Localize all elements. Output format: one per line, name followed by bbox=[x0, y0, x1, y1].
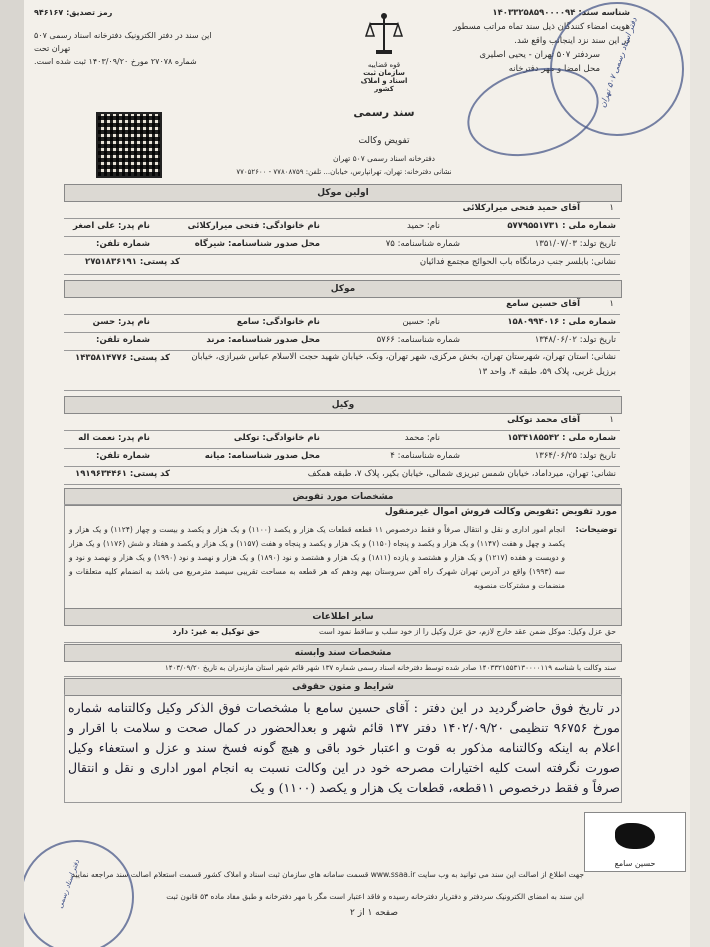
document-page bbox=[24, 0, 690, 947]
attorney-postal: کد پستی: ۱۹۱۹۶۳۴۴۶۱ bbox=[75, 469, 170, 479]
stamp-top-right-text: دفتر اسناد رسمی ۵۰۷ تهران bbox=[598, 16, 640, 109]
notary-name: سردفتر ۵۰۷ تهران - یحیی اصلیری bbox=[479, 50, 600, 60]
office-address: نشانی دفترخانه: تهران، تهرانپارس، خیابان... تلفن: ۷۷۸۰۸۷۵۹ - ۷۷۰۵۲۶۰۰ bbox=[236, 168, 452, 176]
section-other: سایر اطلاعات bbox=[64, 608, 622, 626]
attorney-name-row bbox=[64, 412, 620, 431]
section-grantor: موکل bbox=[64, 280, 622, 298]
header-left-block bbox=[34, 6, 224, 68]
attorney-father: نام پدر: نعمت اله bbox=[78, 433, 150, 443]
section-first-grantor: اولین موکل bbox=[64, 184, 622, 202]
first-grantor-issue: محل صدور شناسنامه: شیرگاه bbox=[194, 239, 320, 249]
attorney-row-2 bbox=[64, 448, 620, 467]
attorney-phone: شماره تلفن: bbox=[96, 451, 150, 461]
subject-description: انجام امور اداری و نقل و انتقال صرفاً و فقط درخصوص ۱۱ قطعه قطعات یک هزار و یکصد (۱۱۰۰) و یک هزار و یکصد و بیست و چهار (۱۱۲۴) و یک هزار و یکصد و چهل و هفت (۱۱۴۷) و یک هزار و یکصد و پنجاه (۱۱۵۰) و یک هزار و یکصد و پنجاه و هفت (۱۱۵۷) و یک هزار و یکصد و هفتاد و شش (۱۱۷۶) و یک هزار و دویست و هفده (۱۲۱۷) و یک هزار و هشتصد و یازده (۱۸۱۱) و یک هزار و هشتصد و نود (۱۸۹۰) و یک هزار و نهصد و نود (۱۹۹۰) و یک هزار و نهصد و نود و سه (۱۹۹۳) واقع در آدرس تهران شهرک راه آهن سروستان بهم ودهم که هر قطعه به مساحت تقریبی سیصد مترمربع می باشد به انضمام کلیه متعلقات و منضمات و مشترکات منصوبه bbox=[69, 525, 565, 590]
first-grantor-last-name: نام خانوادگی: فتحی میرارکلائی bbox=[187, 221, 320, 231]
attorney-issue: محل صدور شناسنامه: میانه bbox=[204, 451, 320, 461]
doc-type: سند رسمی bbox=[353, 106, 415, 119]
section-terms: شرایط و متون حقوقی bbox=[64, 678, 622, 696]
first-grantor-postal: کد پستی: ۲۷۵۱۸۳۶۱۹۱ bbox=[85, 257, 180, 267]
grantor-postal: کد پستی: ۱۴۳۵۸۱۴۷۷۶ bbox=[75, 353, 170, 363]
footer-line-1: جهت اطلاع از اصالت این سند می توانید به وب سایت www.ssaa.ir قسمت سامانه های سازمان ثبت اسناد و املاک کشور قسمت استعلام اصالت سند مراجعه نمایید bbox=[71, 870, 584, 879]
grantor-national-id: شماره ملی : ۱۵۸۰۹۹۴۰۱۶ bbox=[507, 317, 616, 327]
first-grantor-birth: تاریخ تولد: ۱۳۵۱/۰۷/۰۳ bbox=[534, 239, 616, 249]
related-doc: سند وکالت با شناسه ۱۴۰۳۳۲۱۵۵۳۱۳۰۰۰۰۱۱۹ صادر شده توسط دفترخانه اسناد رسمی شماره ۱۳۷ شهر قائم شهر استان مازندران به تاریخ ۱۴۰۳/۰۹/۲۰ bbox=[164, 663, 616, 672]
verify-code: رمز تصدیق: ۹۴۶۱۶۷ bbox=[34, 8, 113, 17]
first-grantor-row-2 bbox=[64, 236, 620, 255]
first-grantor-national-id: شماره ملی : ۵۷۷۹۵۵۱۷۳۱ bbox=[507, 221, 616, 231]
grantor-issue: محل صدور شناسنامه: مرند bbox=[206, 335, 320, 345]
attorney-row-3 bbox=[64, 466, 620, 485]
row-index: ۱ bbox=[609, 203, 614, 213]
grantor-row-1 bbox=[64, 314, 620, 333]
section-related: مشخصات سند وابسته bbox=[64, 644, 622, 662]
stamp-bottom-left-text: دفتر اسناد رسمی bbox=[55, 858, 81, 910]
identity-note: هویت امضاء کنندگان ذیل سند تماه مراتب مسطور bbox=[453, 22, 630, 32]
first-grantor-name-row bbox=[64, 200, 620, 219]
grantor-name: آقای حسین سامع bbox=[506, 299, 580, 309]
attorney-birth: تاریخ تولد: ۱۳۶۴/۰۶/۲۵ bbox=[534, 451, 616, 461]
first-grantor-first-name: نام: حمید bbox=[407, 221, 440, 231]
grantor-first-name: نام: حسین bbox=[402, 317, 440, 327]
registration-note-2: شماره ۲۷۰۷۸ مورخ ۱۴۰۳/۰۹/۲۰ ثبت شده است. bbox=[34, 57, 197, 66]
footer-line-2: این سند به امضای الکترونیک سردفتر و دفتریار دفترخانه رسیده و فاقد اعتبار است مگر با مهر دفترخانه و طبق مفاد ماده ۵۳ قانون ثبت bbox=[166, 892, 584, 901]
office-name: دفترخانه اسناد رسمی ۵۰۷ تهران bbox=[332, 154, 436, 163]
subject-title: مورد تفویض :تفویض وکالت فروش اموال غیرمنقول bbox=[384, 507, 617, 517]
grantor-address: نشانی: استان تهران، شهرستان تهران، بخش مرکزی، شهر تهران، ونک، خیابان شهید حجت الاسلام عباس شیرازی، خیابان برزیل غربی، پلاک ۵۹، طبقه ۴، واحد ۱۳ bbox=[191, 352, 616, 377]
first-grantor-name: آقای حمید فتحی میرارکلائی bbox=[462, 203, 580, 213]
row-index: ۱ bbox=[609, 299, 614, 309]
grantor-row-3 bbox=[64, 350, 620, 391]
first-grantor-father: نام پدر: علی اصغر bbox=[73, 221, 150, 231]
attorney-id-no: شماره شناسنامه: ۴ bbox=[390, 451, 460, 461]
related-row bbox=[64, 660, 620, 677]
handwritten-terms: در تاریخ فوق حاضرگردید در این دفتر : آقای حسین سامع با مشخصات فوق الذکر وکیل وکالتنامه شماره مورخ ۹۶۷۵۶ تنظیمی ۱۴۰۲/۰۹/۲۰ دفتر ۱۳۷ قائم شهر و بعدالحضور در کمال صحت و سلامت با اقرار و اعلام به اینکه وکالتنامه مذکور به قوت و اعتبار خود باقی و هیچ گونه فسخ سند و عزل و استعفاء وکیل صورت نگرفته است کلیه اختیارات مصرحه خود در این وکالت نسبت به انجام امور اداری و نقل و انتقال صرفاً و فقط درخصوص ۱۱قطعه، قطعات یک هزار و یکصد (۱۱۰۰) و یک bbox=[68, 700, 620, 795]
first-grantor-phone: شماره تلفن: bbox=[96, 239, 150, 249]
attorney-last-name: نام خانوادگی: توکلی bbox=[233, 433, 320, 443]
doc-id: شناسه سند: ۱۴۰۳۳۲۵۸۵۹۰۰۰۰۹۴ bbox=[492, 8, 630, 18]
page-left-edge bbox=[0, 0, 24, 947]
subject-box bbox=[64, 504, 622, 610]
registration-note: این سند در دفتر الکترونیک دفترخانه اسناد رسمی ۵۰۷ تهران تحت bbox=[34, 31, 212, 53]
first-grantor-id-no: شماره شناسنامه: ۷۵ bbox=[385, 239, 460, 249]
first-grantor-address: نشانی: بابلسر جنب درمانگاه باب الحوائج مجتمع فدائیان bbox=[419, 257, 616, 267]
other-row bbox=[64, 624, 620, 643]
seal-place: محل امضا و مهر دفترخانه bbox=[508, 64, 600, 74]
revocation-clause: حق عزل وکیل: موکل ضمن عقد خارج لازم، حق عزل وکیل را از خود سلب و ساقط نمود است bbox=[318, 627, 616, 636]
grantor-name-row bbox=[64, 296, 620, 315]
signature-box bbox=[584, 812, 686, 872]
judiciary-caption: قوه قضاییه bbox=[367, 61, 401, 69]
first-grantor-row-1 bbox=[64, 218, 620, 237]
scales-icon bbox=[364, 12, 404, 58]
section-subject: مشخصات مورد تفویض bbox=[64, 488, 622, 506]
delegation-right: حق توکیل به غیر: دارد bbox=[172, 627, 260, 636]
attorney-row-1 bbox=[64, 430, 620, 449]
grantor-id-no: شماره شناسنامه: ۵۷۶۶ bbox=[376, 335, 460, 345]
attorney-first-name: نام: محمد bbox=[404, 433, 440, 443]
doc-subtitle: تفویض وکالت bbox=[358, 136, 410, 146]
section-attorney: وکیل bbox=[64, 396, 622, 414]
grantor-phone: شماره تلفن: bbox=[96, 335, 150, 345]
first-grantor-row-3 bbox=[64, 254, 620, 275]
identity-note-2: در این سند نزد اینجانب واقع شد. bbox=[514, 36, 630, 46]
grantor-birth: تاریخ تولد: ۱۳۴۸/۰۶/۰۲ bbox=[534, 335, 616, 345]
org-name: سازمان ثبت اسناد و املاک کشور bbox=[360, 69, 408, 93]
attorney-name: آقای محمد توکلی bbox=[507, 415, 580, 425]
grantor-row-2 bbox=[64, 332, 620, 351]
grantor-last-name: نام خانوادگی: سامع bbox=[236, 317, 320, 327]
page-number: صفحه ۱ از ۲ bbox=[350, 908, 398, 918]
row-index: ۱ bbox=[609, 415, 614, 425]
attorney-national-id: شماره ملی : ۱۵۳۴۱۸۵۵۴۲ bbox=[507, 433, 616, 443]
grantor-father: نام پدر: حسن bbox=[92, 317, 150, 327]
judiciary-emblem bbox=[354, 12, 414, 93]
subject-desc-label: توضیحات: bbox=[575, 525, 617, 535]
thumbprint bbox=[615, 823, 655, 849]
signer-name: حسین سامع bbox=[614, 859, 656, 868]
page-right-edge bbox=[690, 0, 710, 947]
attorney-address: نشانی: تهران، میرداماد، خیابان شمس تبریزی شمالی، خیابان بکیر، پلاک ۷، طبقه همکف bbox=[307, 469, 616, 479]
